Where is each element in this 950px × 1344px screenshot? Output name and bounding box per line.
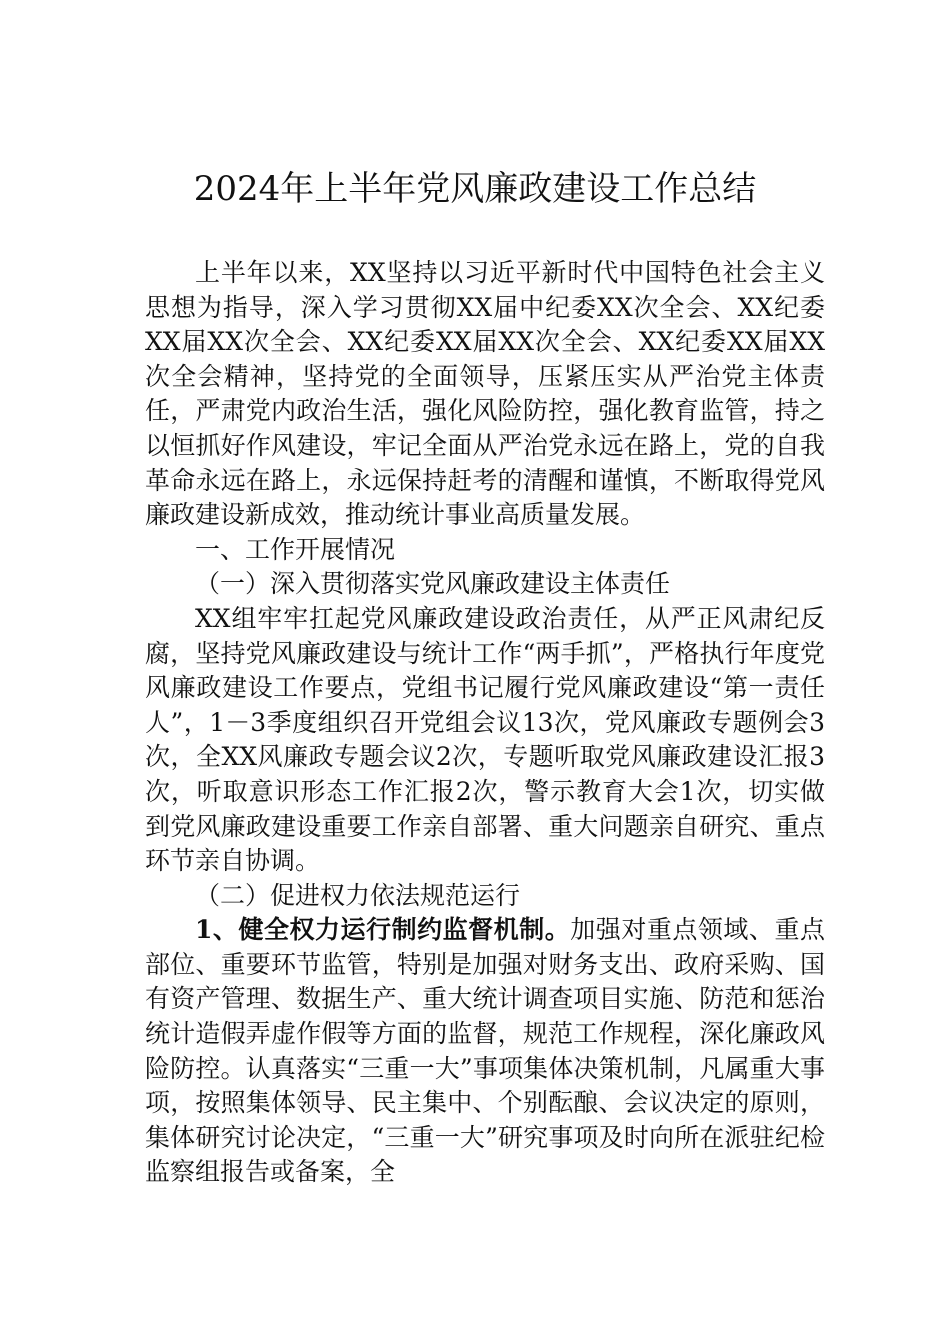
subsection-heading: （二）促进权力依法规范运行	[195, 880, 521, 910]
body-paragraph: XX组牢牢扛起党风廉政建设政治责任，从严正风肃纪反腐，坚持党风廉政建设与统计工作“两手抓”，严格执行年度党风廉政建设工作要点，党组书记履行党风廉政建设“第一责任人”，1－3季度组织召开党组会议13次，党风廉政专题例会3次，全XX风廉政专题会议2次，专题听取党风廉政建设汇报3次，听取意识形态工作汇报2次，警示教育大会1次，切实做到党风廉政建设重要工作亲自部署、重大问题亲自研究、重点环节亲自协调。	[145, 603, 825, 876]
document-title: 2024年上半年党风廉政建设工作总结	[193, 169, 757, 209]
section-heading: 一、工作开展情况	[195, 534, 396, 564]
item-text: 加强对重点领域、重点部位、重要环节监管，特别是加强对财务支出、政府采购、国有资产管理、数据生产、重大统计调查项目实施、防范和惩治统计造假弄虚作假等方面的监督，规范工作规程，深化廉政风险防控。认真落实“三重一大”事项集体决策机制，凡属重大事项，按照集体领导、民主集中、个别酝酿、会议决定的原则，集体研究讨论决定，“三重一大”研究事项及时向所在派驻纪检监察组报告或备案，全	[145, 915, 825, 1187]
body-paragraph	[145, 913, 825, 1190]
subsection-heading: （一）深入贯彻落实党风廉政建设主体责任	[195, 569, 671, 599]
document-body	[145, 256, 825, 1190]
item-heading: 1、健全权力运行制约监督机制。	[195, 915, 571, 945]
intro-paragraph: 上半年以来，XX坚持以习近平新时代中国特色社会主义思想为指导，深入学习贯彻XX届中纪委XX次全会、XX纪委XX届XX次全会、XX纪委XX届XX次全会、XX纪委XX届XX次全会精神，坚持党的全面领导，压紧压实从严治党主体责任，严肃党内政治生活，强化风险防控，强化教育监管，持之以恒抓好作风建设，牢记全面从严治党永远在路上，党的自我革命永远在路上，永远保持赶考的清醒和谨慎，不断取得党风廉政建设新成效，推动统计事业高质量发展。	[145, 258, 825, 530]
